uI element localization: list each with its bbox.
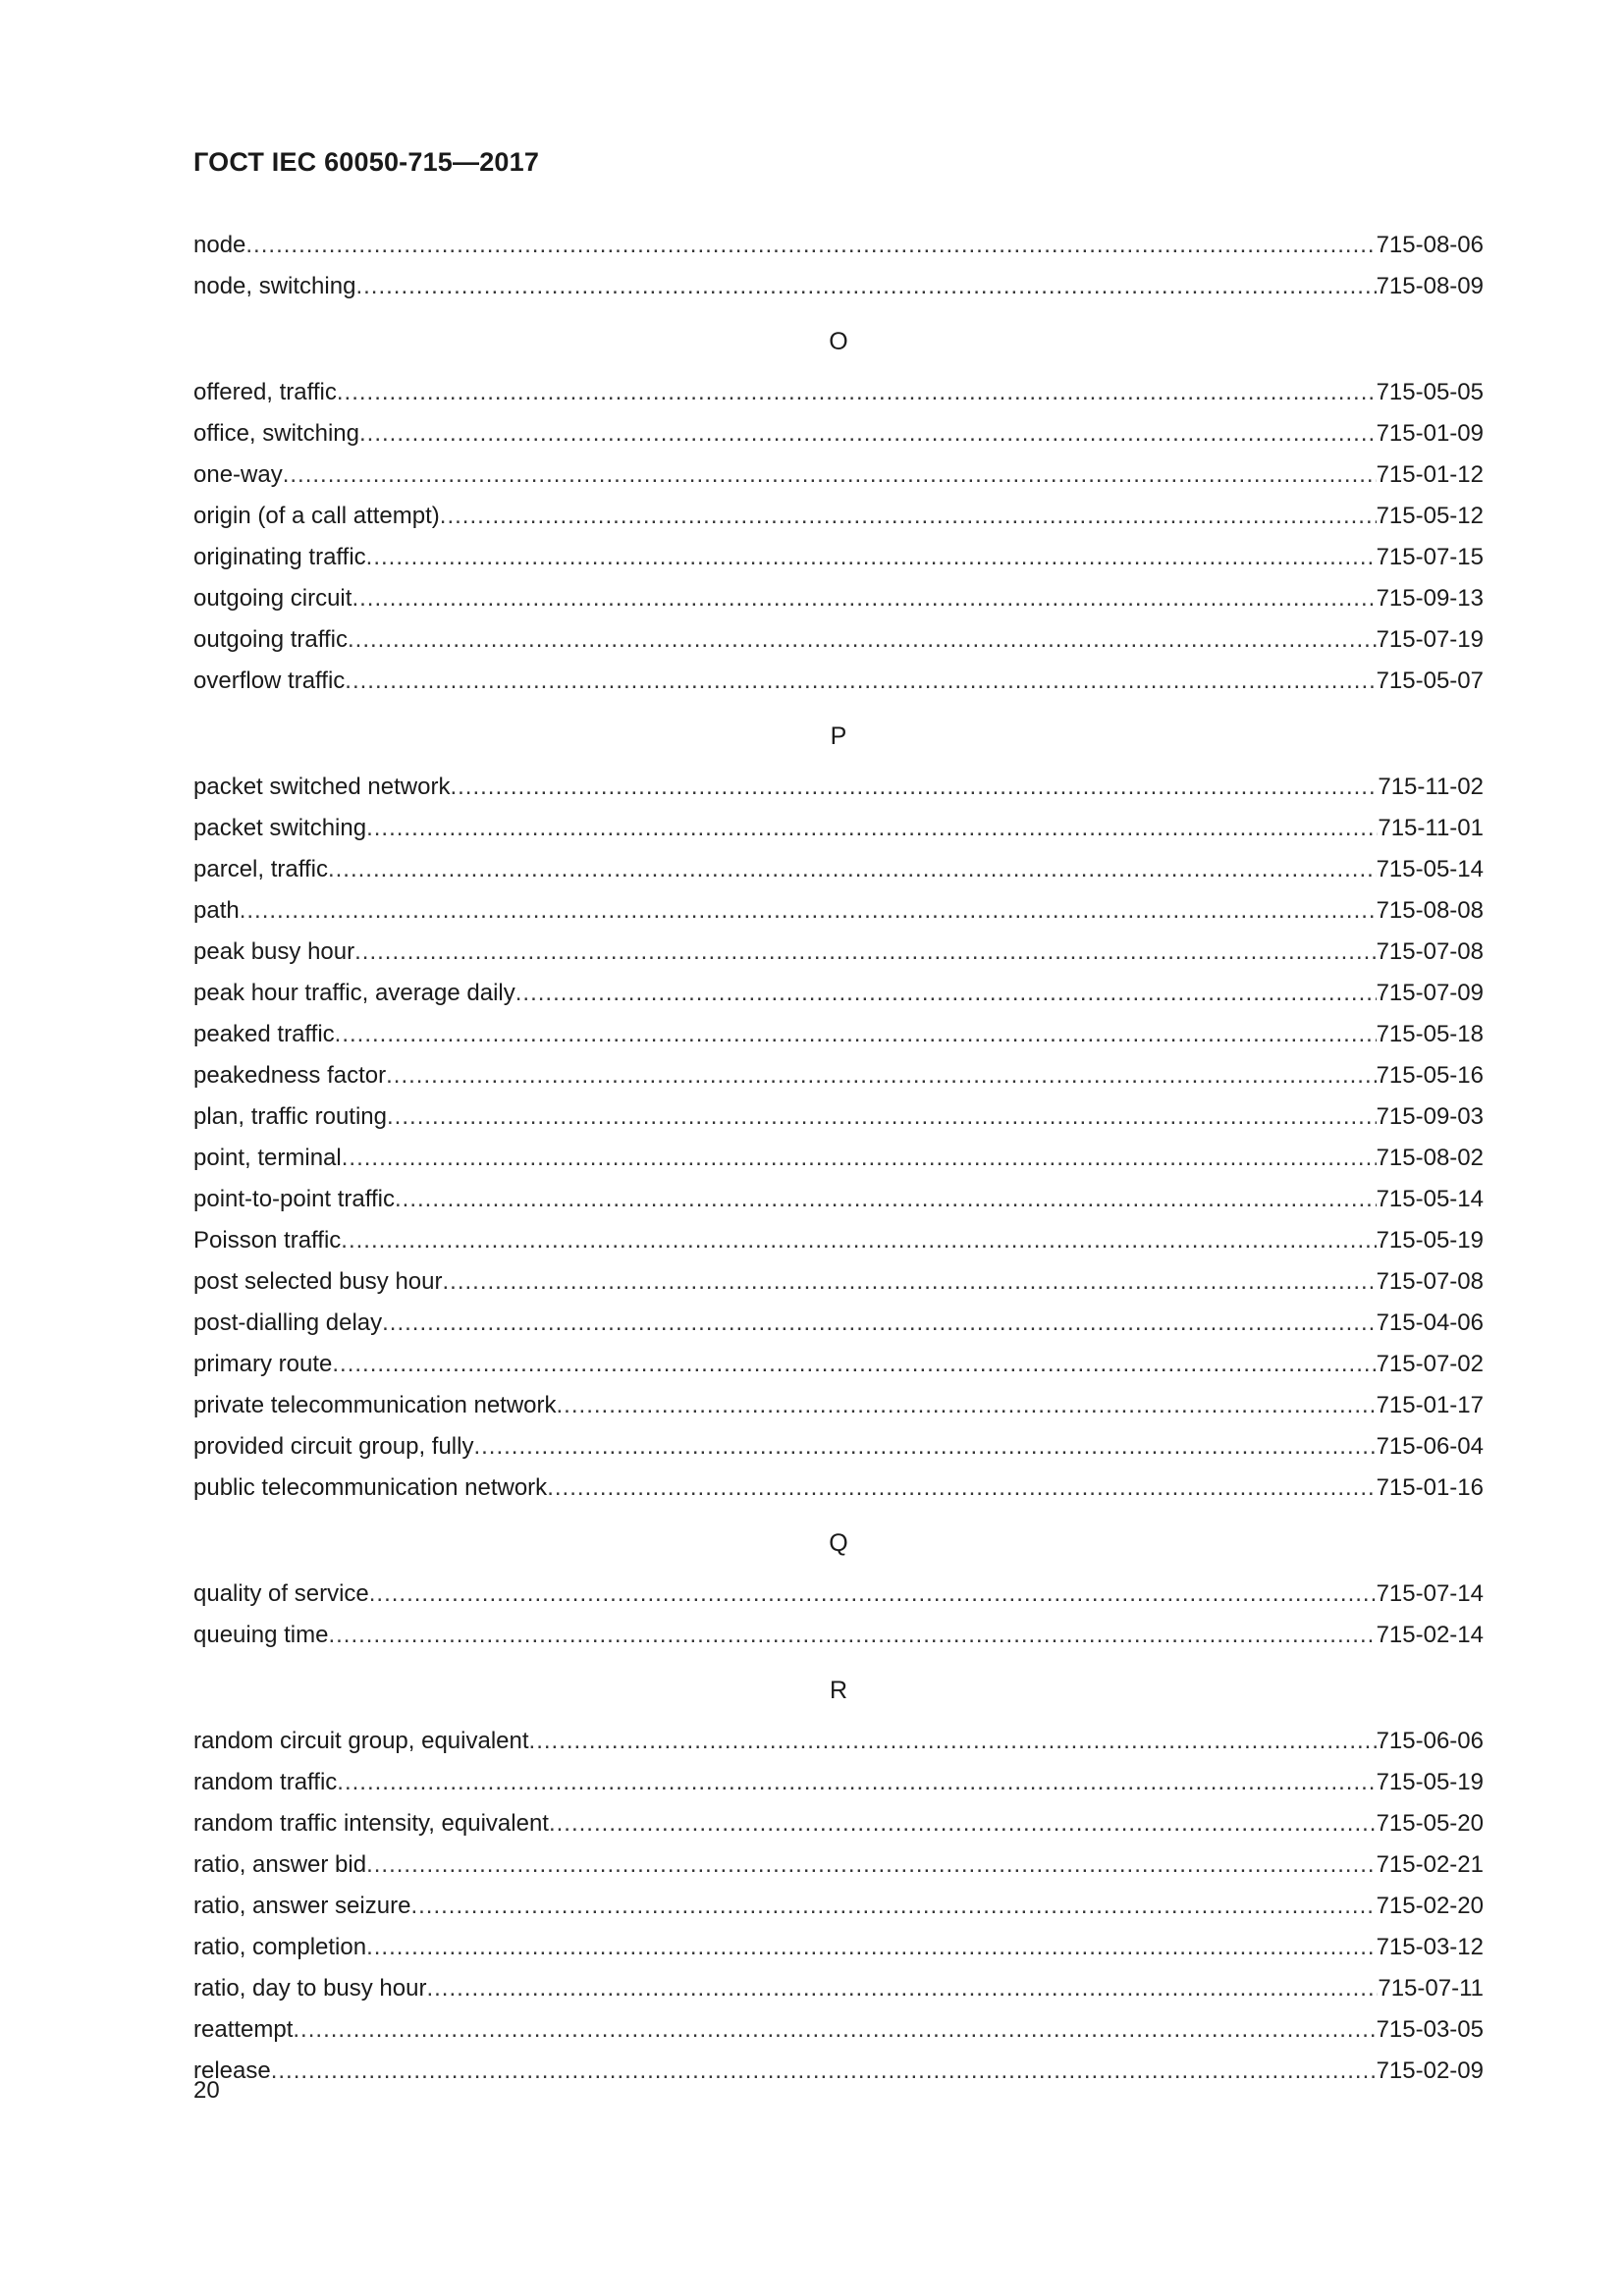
index-entry (193, 1803, 1484, 1844)
dot-leader (386, 1055, 1376, 1096)
index-entry (193, 1261, 1484, 1303)
index-code: 715-05-12 (1376, 503, 1484, 529)
index-code: 715-01-16 (1376, 1474, 1484, 1501)
index-entry (193, 619, 1484, 661)
index-code: 715-01-17 (1376, 1392, 1484, 1418)
dot-leader (293, 2009, 1376, 2051)
index-term: provided circuit group, fully (193, 1433, 474, 1460)
dot-leader (366, 808, 1378, 849)
index-code: 715-08-09 (1376, 273, 1484, 299)
index-entry (193, 1721, 1484, 1762)
dot-leader (328, 849, 1377, 890)
index-term: path (193, 897, 240, 924)
index-code: 715-01-09 (1376, 420, 1484, 447)
index-code: 715-08-08 (1376, 897, 1484, 924)
index-entry (193, 1179, 1484, 1220)
index-entry (193, 413, 1484, 454)
dot-leader (382, 1303, 1376, 1344)
dot-leader (354, 932, 1376, 973)
dot-leader (359, 413, 1377, 454)
index-term: random traffic intensity, equivalent (193, 1810, 549, 1837)
index-entry (193, 1762, 1484, 1803)
index-code: 715-02-21 (1376, 1851, 1484, 1878)
index-code: 715-05-05 (1376, 379, 1484, 405)
index-entry (193, 1468, 1484, 1509)
dot-leader (440, 496, 1377, 537)
dot-leader (355, 266, 1376, 307)
index-term: ratio, completion (193, 1934, 367, 1960)
index-entry (193, 1096, 1484, 1138)
dot-leader (547, 1468, 1376, 1509)
index-code: 715-07-09 (1376, 980, 1484, 1006)
section-letter: O (829, 328, 848, 355)
dot-leader (335, 1014, 1377, 1055)
dot-leader (395, 1179, 1377, 1220)
dot-leader (366, 537, 1377, 578)
index-entry (193, 1968, 1484, 2009)
dot-leader (348, 619, 1377, 661)
dot-leader (529, 1721, 1377, 1762)
index-entry (193, 2051, 1484, 2092)
index-entry (193, 1303, 1484, 1344)
index-code: 715-09-03 (1376, 1103, 1484, 1130)
index-code: 715-05-14 (1376, 1186, 1484, 1212)
dot-leader (271, 2051, 1377, 2092)
index-term: originating traffic (193, 544, 366, 570)
index-code: 715-05-07 (1376, 667, 1484, 694)
dot-leader (549, 1803, 1377, 1844)
index-term: overflow traffic (193, 667, 346, 694)
dot-leader (337, 372, 1377, 413)
index-code: 715-07-08 (1376, 1268, 1484, 1295)
index-entry (193, 1574, 1484, 1615)
dot-leader (341, 1220, 1376, 1261)
index-code: 715-05-18 (1376, 1021, 1484, 1047)
index-term: origin (of a call attempt) (193, 503, 440, 529)
section-letter: R (829, 1677, 848, 1704)
index-code: 715-02-14 (1376, 1622, 1484, 1648)
index-code: 715-02-20 (1376, 1893, 1484, 1919)
index-code: 715-11-02 (1378, 774, 1484, 800)
index-entry (193, 808, 1484, 849)
index-code: 715-07-15 (1376, 544, 1484, 570)
dot-leader (245, 225, 1376, 266)
index-code: 715-03-05 (1376, 2016, 1484, 2043)
index-entry (193, 1385, 1484, 1426)
section-letter: Q (829, 1529, 848, 1557)
index-term: outgoing traffic (193, 626, 348, 653)
index-entry (193, 372, 1484, 413)
dot-leader (332, 1344, 1376, 1385)
index-term: Poisson traffic (193, 1227, 342, 1254)
index-entry (193, 225, 1484, 266)
index-term: parcel, traffic (193, 856, 328, 882)
index-term: packet switching (193, 815, 367, 841)
index-term: quality of service (193, 1580, 369, 1607)
index-entry (193, 2009, 1484, 2051)
index-code: 715-05-16 (1376, 1062, 1484, 1089)
dot-leader (410, 1886, 1376, 1927)
index-term: node, switching (193, 273, 356, 299)
index-term: ratio, day to busy hour (193, 1975, 427, 2002)
index-entry (193, 661, 1484, 702)
index-entry (193, 1055, 1484, 1096)
dot-leader (387, 1096, 1377, 1138)
dot-leader (369, 1574, 1377, 1615)
dot-leader (450, 767, 1378, 808)
index-entry (193, 973, 1484, 1014)
index-term: public telecommunication network (193, 1474, 548, 1501)
index-entry (193, 454, 1484, 496)
index-term: release (193, 2057, 271, 2084)
index-entry (193, 1220, 1484, 1261)
index-code: 715-09-13 (1376, 585, 1484, 612)
index-entry (193, 496, 1484, 537)
index-code: 715-08-06 (1376, 232, 1484, 258)
dot-leader (557, 1385, 1377, 1426)
dot-leader (366, 1927, 1376, 1968)
index-term: queuing time (193, 1622, 329, 1648)
index-term: plan, traffic routing (193, 1103, 388, 1130)
index-entry (193, 1886, 1484, 1927)
index-code: 715-07-14 (1376, 1580, 1484, 1607)
index-term: packet switched network (193, 774, 451, 800)
index-entry (193, 1344, 1484, 1385)
index-code: 715-07-02 (1376, 1351, 1484, 1377)
index-code: 715-07-19 (1376, 626, 1484, 653)
index-entry (193, 1844, 1484, 1886)
index-code: 715-05-20 (1376, 1810, 1484, 1837)
index-entry (193, 1426, 1484, 1468)
index-entry (193, 1014, 1484, 1055)
index-code: 715-05-14 (1376, 856, 1484, 882)
dot-leader (342, 1138, 1377, 1179)
dot-leader (515, 973, 1377, 1014)
index-term: point, terminal (193, 1145, 342, 1171)
index-term: ratio, answer seizure (193, 1893, 411, 1919)
index-code: 715-01-12 (1376, 461, 1484, 488)
index-entry (193, 266, 1484, 307)
dot-leader (345, 661, 1376, 702)
dot-leader (240, 890, 1377, 932)
dot-leader (426, 1968, 1378, 2009)
index-term: primary route (193, 1351, 333, 1377)
index-code: 715-02-09 (1376, 2057, 1484, 2084)
index-entry (193, 1138, 1484, 1179)
index-term: random circuit group, equivalent (193, 1728, 529, 1754)
index-term: ratio, answer bid (193, 1851, 367, 1878)
index-term: outgoing circuit (193, 585, 352, 612)
index-term: private telecommunication network (193, 1392, 557, 1418)
term-index (193, 225, 1484, 2092)
index-term: post-dialling delay (193, 1309, 383, 1336)
document-header: ГОСТ IEC 60050-715—2017 (193, 147, 540, 177)
section-letter: P (830, 722, 847, 750)
index-code: 715-05-19 (1376, 1769, 1484, 1795)
index-term: peakedness factor (193, 1062, 387, 1089)
index-entry (193, 578, 1484, 619)
index-code: 715-11-01 (1378, 815, 1484, 841)
dot-leader (473, 1426, 1376, 1468)
index-code: 715-06-06 (1376, 1728, 1484, 1754)
index-term: office, switching (193, 420, 359, 447)
index-code: 715-07-11 (1378, 1975, 1484, 2002)
dot-leader (443, 1261, 1377, 1303)
index-term: node (193, 232, 246, 258)
index-code: 715-05-19 (1376, 1227, 1484, 1254)
index-entry (193, 537, 1484, 578)
index-code: 715-03-12 (1376, 1934, 1484, 1960)
index-term: offered, traffic (193, 379, 337, 405)
index-term: peak hour traffic, average daily (193, 980, 515, 1006)
index-term: peak busy hour (193, 938, 355, 965)
index-term: random traffic (193, 1769, 338, 1795)
dot-leader (283, 454, 1377, 496)
index-term: reattempt (193, 2016, 294, 2043)
index-entry (193, 932, 1484, 973)
index-entry (193, 767, 1484, 808)
index-term: one-way (193, 461, 283, 488)
index-code: 715-06-04 (1376, 1433, 1484, 1460)
dot-leader (328, 1615, 1376, 1656)
index-entry (193, 890, 1484, 932)
index-entry (193, 849, 1484, 890)
page-number: 20 (193, 2077, 220, 2104)
index-code: 715-07-08 (1376, 938, 1484, 965)
index-code: 715-04-06 (1376, 1309, 1484, 1336)
index-term: post selected busy hour (193, 1268, 443, 1295)
dot-leader (352, 578, 1376, 619)
index-term: point-to-point traffic (193, 1186, 395, 1212)
dot-leader (337, 1762, 1376, 1803)
index-entry (193, 1927, 1484, 1968)
index-term: peaked traffic (193, 1021, 335, 1047)
dot-leader (366, 1844, 1376, 1886)
index-entry (193, 1615, 1484, 1656)
index-code: 715-08-02 (1376, 1145, 1484, 1171)
